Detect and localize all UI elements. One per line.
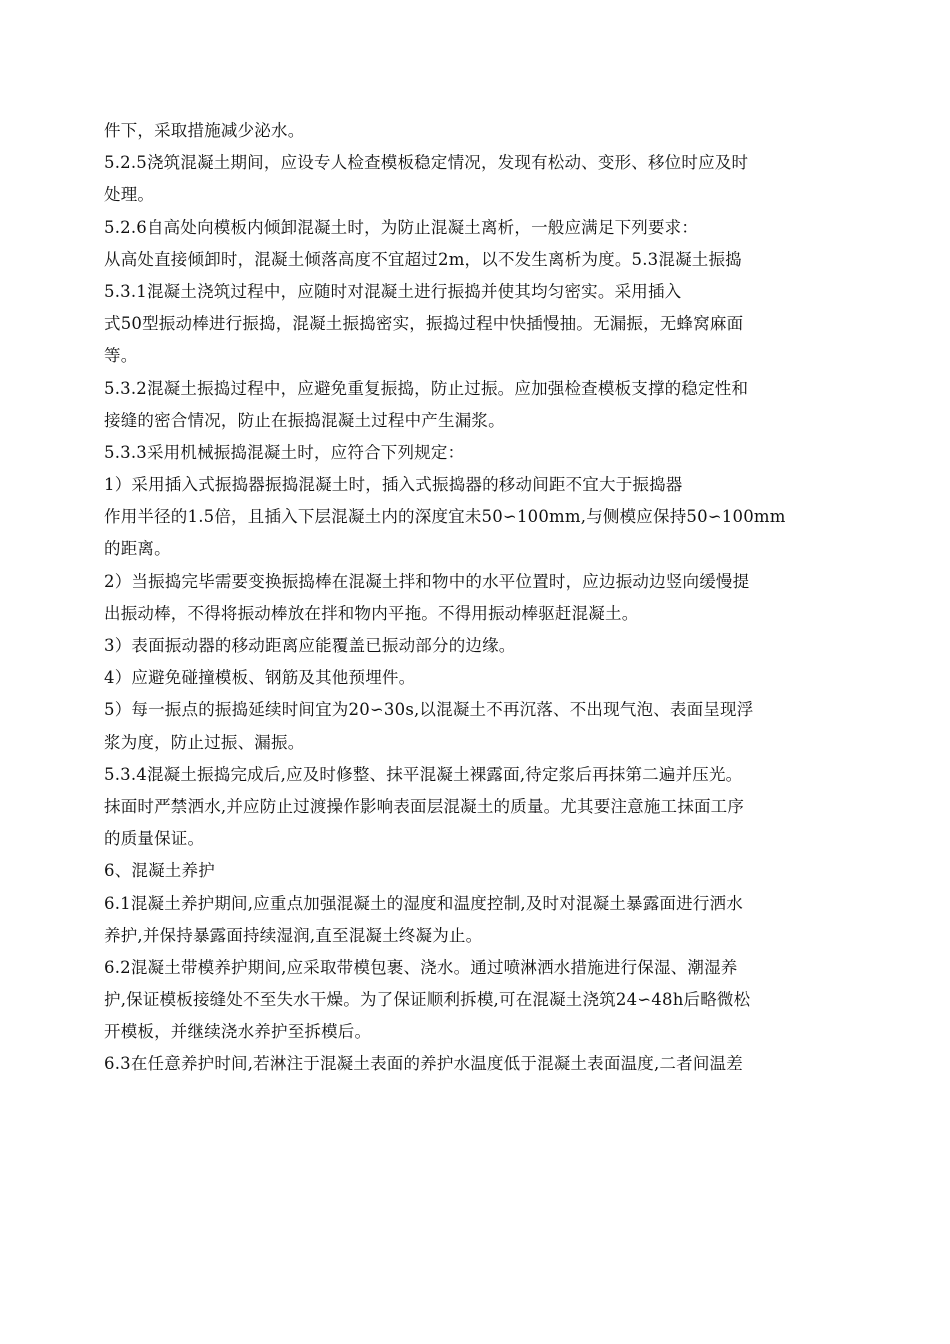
text-line: 抹面时严禁洒水,并应防止过渡操作影响表面层混凝土的质量。尤其要注意施工抹面工序 — [104, 796, 745, 816]
text-line: 养护,并保持暴露面持续湿润,直至混凝土终凝为止。 — [104, 925, 483, 945]
text-line: 5.3.3采用机械振捣混凝土时，应符合下列规定： — [104, 442, 465, 462]
section-heading: 6、混凝土养护 — [104, 861, 215, 881]
text-line: 开模板，并继续浇水养护至拆模后。 — [104, 1022, 372, 1042]
text-line: 等。 — [104, 346, 138, 366]
text-line: 5.2.6自高处向模板内倾卸混凝土时，为防止混凝土离析，一般应满足下列要求： — [104, 217, 699, 237]
text-line: 作用半径的1.5倍，且插入下层混凝土内的深度宜未50∽100mm,与侧模应保持50∽100mm — [104, 507, 786, 527]
text-line: 出振动棒，不得将振动棒放在拌和物内平拖。不得用振动棒驱赶混凝土。 — [104, 603, 639, 623]
text-line: 5）每一振点的振捣延续时间宜为20∽30s,以混凝土不再沉落、不出现气泡、表面呈现浮 — [104, 700, 754, 720]
text-line: 5.2.5浇筑混凝土期间，应设专人检查模板稳定情况，发现有松动、变形、移位时应及时 — [104, 153, 749, 173]
text-line: 6.2混凝土带模养护期间,应采取带模包裹、浇水。通过喷淋洒水措施进行保湿、潮湿养 — [104, 957, 738, 977]
text-line: 护,保证模板接缝处不至失水干燥。为了保证顺利拆模,可在混凝土浇筑24∽48h后略微松 — [104, 990, 751, 1010]
text-line: 6.1混凝土养护期间,应重点加强混凝土的湿度和温度控制,及时对混凝土暴露面进行洒水 — [104, 893, 743, 913]
text-line: 5.3.2混凝土振捣过程中，应避免重复振捣，防止过振。应加强检查模板支撑的稳定性和 — [104, 378, 749, 398]
text-line: 接缝的密合情况，防止在振捣混凝土过程中产生漏浆。 — [104, 410, 505, 430]
text-line: 处理。 — [104, 185, 155, 205]
text-line: 5.3.1混凝土浇筑过程中，应随时对混凝土进行振捣并使其均匀密实。采用插入 — [104, 281, 682, 301]
text-line: 从高处直接倾卸时，混凝土倾落高度不宜超过2m，以不发生离析为度。5.3混凝土振捣 — [104, 249, 742, 269]
text-line: 5.3.4混凝土振捣完成后,应及时修整、抹平混凝土裸露面,待定浆后再抹第二遍并压光。 — [104, 764, 743, 784]
text-line: 1）采用插入式振捣器振捣混凝土时，插入式振捣器的移动间距不宜大于振捣器 — [104, 475, 683, 495]
document-body — [104, 115, 854, 1081]
text-line: 6.3在任意养护时间,若淋注于混凝土表面的养护水温度低于混凝土表面温度,二者间温差 — [104, 1054, 743, 1074]
text-line: 2）当振捣完毕需要变换振捣棒在混凝土拌和物中的水平位置时，应边振动边竖向缓慢提 — [104, 571, 750, 591]
text-line: 3）表面振动器的移动距离应能覆盖已振动部分的边缘。 — [104, 636, 516, 655]
text-line: 4）应避免碰撞模板、钢筋及其他预埋件。 — [104, 668, 416, 688]
text-line: 式50型振动棒进行振捣，混凝土振捣密实，振捣过程中快插慢抽。无漏振，无蜂窝麻面 — [104, 314, 744, 334]
text-line: 的距离。 — [104, 539, 171, 559]
text-line: 件下，采取措施减少泌水。 — [104, 121, 305, 140]
text-line: 的质量保证。 — [104, 829, 205, 849]
text-line: 浆为度，防止过振、漏振。 — [104, 732, 305, 752]
